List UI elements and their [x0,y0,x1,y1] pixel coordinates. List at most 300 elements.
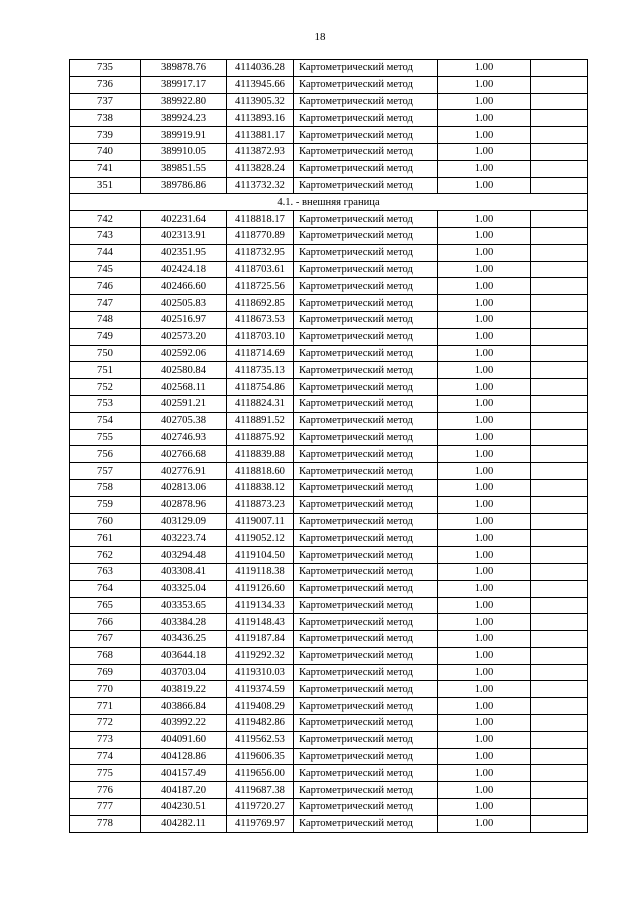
y-coordinate-cell: 4119187.84 [227,631,294,648]
accuracy-cell: 1.00 [438,815,531,832]
x-coordinate-cell: 403223.74 [141,530,227,547]
table-row [70,731,588,748]
point-number-cell: 747 [70,295,141,312]
x-coordinate-cell: 389924.23 [141,110,227,127]
table-row [70,227,588,244]
table-row [70,177,588,194]
y-coordinate-cell: 4114036.28 [227,60,294,77]
accuracy-cell: 1.00 [438,446,531,463]
table-body-before [70,60,588,194]
method-cell: Картометрический метод [294,748,438,765]
table-row [70,647,588,664]
table-row [70,631,588,648]
x-coordinate-cell: 402505.83 [141,295,227,312]
table-row [70,278,588,295]
empty-cell [531,513,588,530]
point-number-cell: 745 [70,261,141,278]
y-coordinate-cell: 4119007.11 [227,513,294,530]
point-number-cell: 736 [70,76,141,93]
point-number-cell: 755 [70,429,141,446]
point-number-cell: 777 [70,799,141,816]
x-coordinate-cell: 402516.97 [141,311,227,328]
y-coordinate-cell: 4118839.88 [227,446,294,463]
y-coordinate-cell: 4119134.33 [227,597,294,614]
x-coordinate-cell: 402568.11 [141,379,227,396]
y-coordinate-cell: 4113828.24 [227,160,294,177]
x-coordinate-cell: 404282.11 [141,815,227,832]
accuracy-cell: 1.00 [438,60,531,77]
empty-cell [531,799,588,816]
x-coordinate-cell: 403353.65 [141,597,227,614]
empty-cell [531,463,588,480]
accuracy-cell: 1.00 [438,580,531,597]
y-coordinate-cell: 4118735.13 [227,362,294,379]
y-coordinate-cell: 4119482.86 [227,715,294,732]
table-row [70,345,588,362]
point-number-cell: 738 [70,110,141,127]
point-number-cell: 743 [70,227,141,244]
table-row [70,614,588,631]
x-coordinate-cell: 403325.04 [141,580,227,597]
y-coordinate-cell: 4119148.43 [227,614,294,631]
empty-cell [531,429,588,446]
method-cell: Картометрический метод [294,76,438,93]
empty-cell [531,76,588,93]
accuracy-cell: 1.00 [438,395,531,412]
point-number-cell: 761 [70,530,141,547]
y-coordinate-cell: 4118692.85 [227,295,294,312]
empty-cell [531,614,588,631]
accuracy-cell: 1.00 [438,765,531,782]
point-number-cell: 778 [70,815,141,832]
y-coordinate-cell: 4119118.38 [227,563,294,580]
table-row [70,362,588,379]
table-row [70,379,588,396]
method-cell: Картометрический метод [294,580,438,597]
point-number-cell: 742 [70,211,141,228]
accuracy-cell: 1.00 [438,631,531,648]
method-cell: Картометрический метод [294,93,438,110]
accuracy-cell: 1.00 [438,261,531,278]
point-number-cell: 763 [70,563,141,580]
y-coordinate-cell: 4119769.97 [227,815,294,832]
y-coordinate-cell: 4119310.03 [227,664,294,681]
point-number-cell: 767 [70,631,141,648]
empty-cell [531,328,588,345]
table-row [70,244,588,261]
x-coordinate-cell: 402705.38 [141,412,227,429]
y-coordinate-cell: 4118818.60 [227,463,294,480]
point-number-cell: 740 [70,143,141,160]
table-row [70,261,588,278]
x-coordinate-cell: 403384.28 [141,614,227,631]
y-coordinate-cell: 4118725.56 [227,278,294,295]
method-cell: Картометрический метод [294,547,438,564]
y-coordinate-cell: 4118818.17 [227,211,294,228]
empty-cell [531,580,588,597]
method-cell: Картометрический метод [294,160,438,177]
table-row [70,60,588,77]
page-number: 18 [314,31,326,43]
table-row [70,547,588,564]
empty-cell [531,446,588,463]
accuracy-cell: 1.00 [438,799,531,816]
method-cell: Картометрический метод [294,244,438,261]
method-cell: Картометрический метод [294,295,438,312]
method-cell: Картометрический метод [294,664,438,681]
empty-cell [531,379,588,396]
accuracy-cell: 1.00 [438,379,531,396]
method-cell: Картометрический метод [294,463,438,480]
coordinates-table [69,59,588,833]
table-row [70,311,588,328]
x-coordinate-cell: 404128.86 [141,748,227,765]
accuracy-cell: 1.00 [438,496,531,513]
method-cell: Картометрический метод [294,631,438,648]
accuracy-cell: 1.00 [438,530,531,547]
y-coordinate-cell: 4119408.29 [227,698,294,715]
method-cell: Картометрический метод [294,143,438,160]
accuracy-cell: 1.00 [438,513,531,530]
method-cell: Картометрический метод [294,782,438,799]
empty-cell [531,362,588,379]
y-coordinate-cell: 4118770.89 [227,227,294,244]
x-coordinate-cell: 404091.60 [141,731,227,748]
method-cell: Картометрический метод [294,412,438,429]
x-coordinate-cell: 402813.06 [141,479,227,496]
point-number-cell: 750 [70,345,141,362]
empty-cell [531,278,588,295]
table-row [70,681,588,698]
empty-cell [531,681,588,698]
x-coordinate-cell: 403436.25 [141,631,227,648]
accuracy-cell: 1.00 [438,479,531,496]
x-coordinate-cell: 402351.95 [141,244,227,261]
y-coordinate-cell: 4113881.17 [227,127,294,144]
point-number-cell: 775 [70,765,141,782]
empty-cell [531,110,588,127]
method-cell: Картометрический метод [294,379,438,396]
x-coordinate-cell: 389878.76 [141,60,227,77]
method-cell: Картометрический метод [294,60,438,77]
empty-cell [531,782,588,799]
x-coordinate-cell: 403992.22 [141,715,227,732]
point-number-cell: 739 [70,127,141,144]
point-number-cell: 735 [70,60,141,77]
accuracy-cell: 1.00 [438,244,531,261]
point-number-cell: 771 [70,698,141,715]
empty-cell [531,496,588,513]
table-row [70,429,588,446]
method-cell: Картометрический метод [294,429,438,446]
x-coordinate-cell: 389851.55 [141,160,227,177]
point-number-cell: 756 [70,446,141,463]
table-row [70,412,588,429]
y-coordinate-cell: 4119656.00 [227,765,294,782]
x-coordinate-cell: 404230.51 [141,799,227,816]
accuracy-cell: 1.00 [438,563,531,580]
x-coordinate-cell: 404187.20 [141,782,227,799]
x-coordinate-cell: 389786.86 [141,177,227,194]
method-cell: Картометрический метод [294,563,438,580]
table-row [70,597,588,614]
x-coordinate-cell: 402776.91 [141,463,227,480]
y-coordinate-cell: 4118891.52 [227,412,294,429]
table-row [70,496,588,513]
point-number-cell: 737 [70,93,141,110]
x-coordinate-cell: 402580.84 [141,362,227,379]
point-number-cell: 773 [70,731,141,748]
point-number-cell: 760 [70,513,141,530]
method-cell: Картометрический метод [294,479,438,496]
method-cell: Картометрический метод [294,395,438,412]
y-coordinate-cell: 4119687.38 [227,782,294,799]
method-cell: Картометрический метод [294,698,438,715]
x-coordinate-cell: 402592.06 [141,345,227,362]
accuracy-cell: 1.00 [438,278,531,295]
section-row [70,194,588,211]
x-coordinate-cell: 389919.91 [141,127,227,144]
empty-cell [531,547,588,564]
accuracy-cell: 1.00 [438,295,531,312]
table-row [70,127,588,144]
y-coordinate-cell: 4119562.53 [227,731,294,748]
point-number-cell: 774 [70,748,141,765]
method-cell: Картометрический метод [294,110,438,127]
table-row [70,715,588,732]
point-number-cell: 753 [70,395,141,412]
accuracy-cell: 1.00 [438,227,531,244]
method-cell: Картометрический метод [294,647,438,664]
accuracy-cell: 1.00 [438,463,531,480]
method-cell: Картометрический метод [294,278,438,295]
section-title: 4.1. - внешняя граница [70,194,588,211]
point-number-cell: 351 [70,177,141,194]
x-coordinate-cell: 389917.17 [141,76,227,93]
accuracy-cell: 1.00 [438,614,531,631]
table-row [70,76,588,93]
method-cell: Картометрический метод [294,597,438,614]
method-cell: Картометрический метод [294,345,438,362]
accuracy-cell: 1.00 [438,547,531,564]
method-cell: Картометрический метод [294,815,438,832]
point-number-cell: 749 [70,328,141,345]
table-row [70,530,588,547]
table-row [70,782,588,799]
point-number-cell: 776 [70,782,141,799]
y-coordinate-cell: 4119374.59 [227,681,294,698]
method-cell: Картометрический метод [294,496,438,513]
y-coordinate-cell: 4118873.23 [227,496,294,513]
point-number-cell: 759 [70,496,141,513]
method-cell: Картометрический метод [294,614,438,631]
x-coordinate-cell: 402746.93 [141,429,227,446]
y-coordinate-cell: 4119104.50 [227,547,294,564]
point-number-cell: 769 [70,664,141,681]
y-coordinate-cell: 4118824.31 [227,395,294,412]
table-row [70,211,588,228]
y-coordinate-cell: 4118703.61 [227,261,294,278]
point-number-cell: 751 [70,362,141,379]
empty-cell [531,530,588,547]
y-coordinate-cell: 4119052.12 [227,530,294,547]
accuracy-cell: 1.00 [438,748,531,765]
accuracy-cell: 1.00 [438,110,531,127]
x-coordinate-cell: 403866.84 [141,698,227,715]
x-coordinate-cell: 402591.21 [141,395,227,412]
method-cell: Картометрический метод [294,446,438,463]
empty-cell [531,227,588,244]
y-coordinate-cell: 4118703.10 [227,328,294,345]
table-row [70,295,588,312]
empty-cell [531,815,588,832]
y-coordinate-cell: 4118838.12 [227,479,294,496]
empty-cell [531,563,588,580]
accuracy-cell: 1.00 [438,597,531,614]
y-coordinate-cell: 4113905.32 [227,93,294,110]
y-coordinate-cell: 4119606.35 [227,748,294,765]
empty-cell [531,748,588,765]
y-coordinate-cell: 4113732.32 [227,177,294,194]
accuracy-cell: 1.00 [438,76,531,93]
empty-cell [531,664,588,681]
x-coordinate-cell: 402878.96 [141,496,227,513]
x-coordinate-cell: 402466.60 [141,278,227,295]
table-row [70,765,588,782]
method-cell: Картометрический метод [294,765,438,782]
method-cell: Картометрический метод [294,211,438,228]
point-number-cell: 770 [70,681,141,698]
accuracy-cell: 1.00 [438,782,531,799]
table-row [70,110,588,127]
y-coordinate-cell: 4119292.32 [227,647,294,664]
point-number-cell: 744 [70,244,141,261]
method-cell: Картометрический метод [294,731,438,748]
method-cell: Картометрический метод [294,177,438,194]
y-coordinate-cell: 4118754.86 [227,379,294,396]
x-coordinate-cell: 404157.49 [141,765,227,782]
x-coordinate-cell: 402313.91 [141,227,227,244]
accuracy-cell: 1.00 [438,311,531,328]
accuracy-cell: 1.00 [438,143,531,160]
table-row [70,479,588,496]
point-number-cell: 741 [70,160,141,177]
accuracy-cell: 1.00 [438,328,531,345]
point-number-cell: 746 [70,278,141,295]
point-number-cell: 758 [70,479,141,496]
accuracy-cell: 1.00 [438,412,531,429]
accuracy-cell: 1.00 [438,177,531,194]
empty-cell [531,211,588,228]
x-coordinate-cell: 403308.41 [141,563,227,580]
method-cell: Картометрический метод [294,362,438,379]
point-number-cell: 762 [70,547,141,564]
accuracy-cell: 1.00 [438,698,531,715]
empty-cell [531,143,588,160]
table-row [70,563,588,580]
table-row [70,395,588,412]
table-row [70,463,588,480]
table-row [70,748,588,765]
empty-cell [531,160,588,177]
method-cell: Картометрический метод [294,799,438,816]
method-cell: Картометрический метод [294,715,438,732]
accuracy-cell: 1.00 [438,211,531,228]
empty-cell [531,295,588,312]
accuracy-cell: 1.00 [438,664,531,681]
empty-cell [531,244,588,261]
accuracy-cell: 1.00 [438,647,531,664]
empty-cell [531,412,588,429]
section-group [70,194,588,211]
y-coordinate-cell: 4119126.60 [227,580,294,597]
x-coordinate-cell: 403819.22 [141,681,227,698]
accuracy-cell: 1.00 [438,731,531,748]
y-coordinate-cell: 4113872.93 [227,143,294,160]
method-cell: Картометрический метод [294,311,438,328]
x-coordinate-cell: 403129.09 [141,513,227,530]
empty-cell [531,731,588,748]
y-coordinate-cell: 4118714.69 [227,345,294,362]
empty-cell [531,261,588,278]
x-coordinate-cell: 389910.05 [141,143,227,160]
accuracy-cell: 1.00 [438,715,531,732]
point-number-cell: 757 [70,463,141,480]
point-number-cell: 768 [70,647,141,664]
table-row [70,160,588,177]
x-coordinate-cell: 403294.48 [141,547,227,564]
accuracy-cell: 1.00 [438,429,531,446]
method-cell: Картометрический метод [294,681,438,698]
empty-cell [531,311,588,328]
y-coordinate-cell: 4118673.53 [227,311,294,328]
method-cell: Картометрический метод [294,513,438,530]
empty-cell [531,177,588,194]
x-coordinate-cell: 402766.68 [141,446,227,463]
table-row [70,143,588,160]
point-number-cell: 772 [70,715,141,732]
x-coordinate-cell: 402424.18 [141,261,227,278]
accuracy-cell: 1.00 [438,93,531,110]
point-number-cell: 752 [70,379,141,396]
empty-cell [531,395,588,412]
table-row [70,93,588,110]
method-cell: Картометрический метод [294,127,438,144]
table-body-after [70,211,588,832]
point-number-cell: 748 [70,311,141,328]
accuracy-cell: 1.00 [438,127,531,144]
method-cell: Картометрический метод [294,227,438,244]
accuracy-cell: 1.00 [438,345,531,362]
point-number-cell: 764 [70,580,141,597]
x-coordinate-cell: 402573.20 [141,328,227,345]
table-row [70,664,588,681]
empty-cell [531,93,588,110]
empty-cell [531,765,588,782]
table-row [70,328,588,345]
x-coordinate-cell: 403644.18 [141,647,227,664]
empty-cell [531,715,588,732]
x-coordinate-cell: 403703.04 [141,664,227,681]
empty-cell [531,127,588,144]
empty-cell [531,698,588,715]
accuracy-cell: 1.00 [438,160,531,177]
y-coordinate-cell: 4118875.92 [227,429,294,446]
empty-cell [531,597,588,614]
point-number-cell: 765 [70,597,141,614]
table-row [70,698,588,715]
table-row [70,580,588,597]
